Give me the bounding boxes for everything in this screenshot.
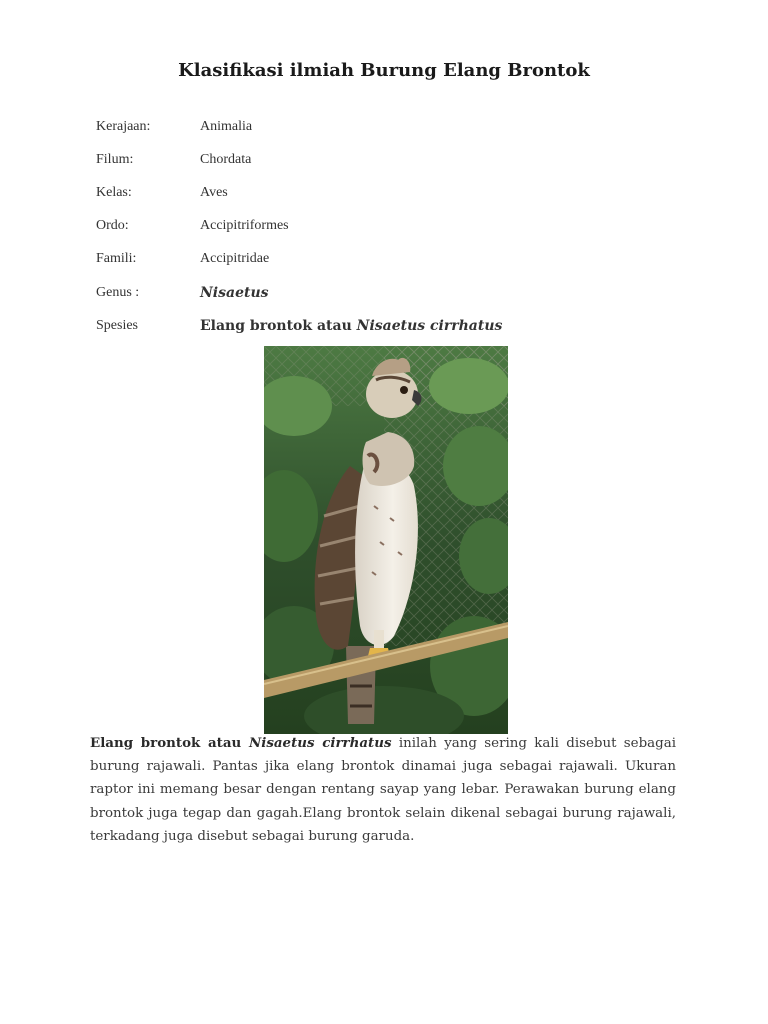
spesies-label: Spesies	[96, 317, 138, 333]
kelas-value: Aves	[200, 184, 228, 200]
genus-value: Nisaetus	[200, 284, 269, 301]
spesies-common-name: Elang brontok atau	[200, 317, 352, 334]
paragraph-lead	[90, 735, 391, 751]
row-ordo	[96, 210, 676, 243]
classification-table	[96, 110, 676, 342]
famili-value: Accipitridae	[200, 251, 270, 267]
kelas-label: Kelas:	[96, 184, 132, 200]
ordo-value: Accipitriformes	[200, 218, 289, 234]
kerajaan-label: Kerajaan:	[96, 118, 151, 134]
filum-value: Chordata	[200, 151, 252, 167]
genus-label: Genus :	[96, 284, 140, 300]
ordo-label: Ordo:	[96, 218, 129, 234]
kerajaan-value: Animalia	[200, 118, 253, 134]
description-paragraph	[90, 732, 676, 848]
famili-label: Famili:	[96, 251, 137, 267]
row-kerajaan	[96, 110, 676, 143]
paragraph-lead-italic: Nisaetus cirrhatus	[249, 735, 392, 751]
row-kelas	[96, 176, 676, 209]
row-filum	[96, 143, 676, 176]
row-famili	[96, 243, 676, 276]
filum-label: Filum:	[96, 151, 134, 167]
spesies-value	[200, 318, 502, 334]
row-genus	[96, 276, 676, 309]
spesies-scientific-name: Nisaetus cirrhatus	[356, 317, 503, 334]
paragraph-body: inilah yang sering kali disebut sebagai burung rajawali. Pantas jika elang brontok dinamai juga sebagai rajawali. Ukuran raptor ini memang besar dengan rentang sayap yang lebar. Perawakan burung elang brontok juga tegap dan gagah.Elang brontok selain dikenal sebagai burung rajawali, terkadang juga disebut sebagai burung garuda.	[90, 736, 676, 844]
page-title: Klasifikasi ilmiah Burung Elang Brontok	[178, 60, 590, 81]
row-spesies	[96, 309, 676, 342]
eagle-photo	[264, 346, 508, 734]
paragraph-lead-plain: Elang brontok atau	[90, 735, 242, 751]
